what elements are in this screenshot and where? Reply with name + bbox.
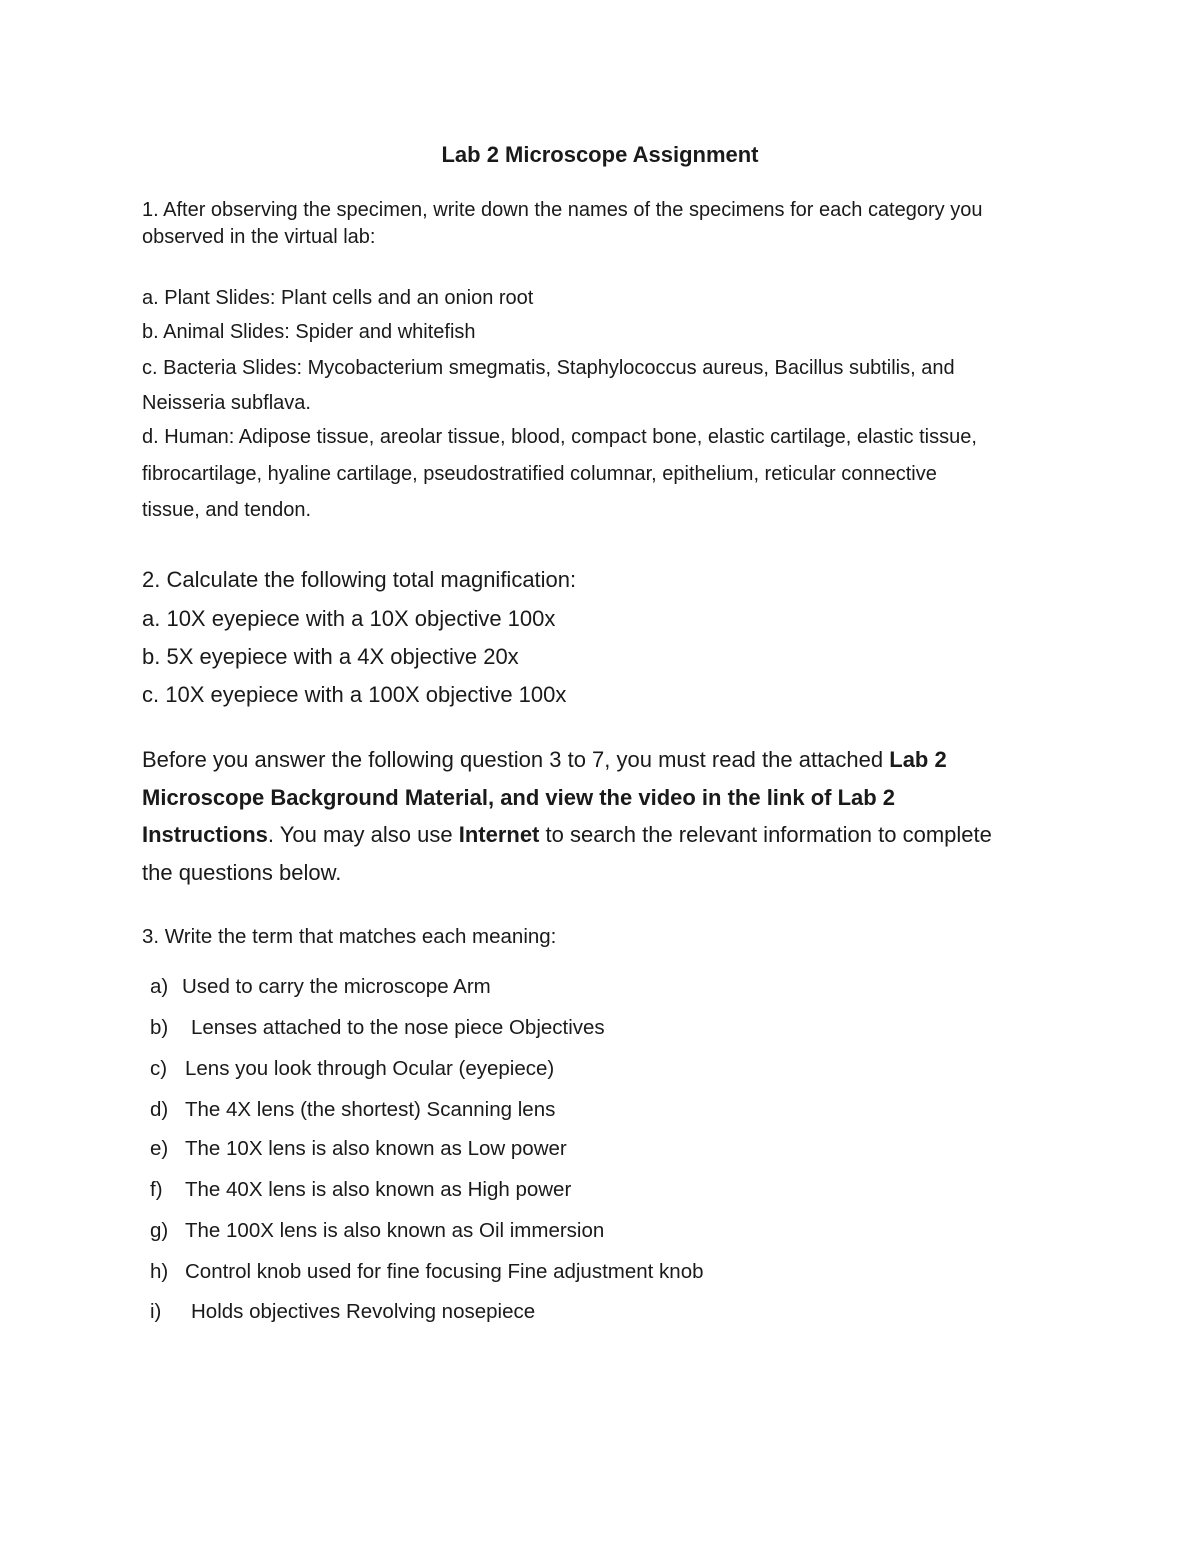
- q1-answer-a: a. Plant Slides: Plant cells and an onion root: [142, 287, 534, 309]
- q1-answer-d-line-3: tissue, and tendon.: [142, 499, 312, 521]
- instructions-line-4: the questions below.: [142, 860, 342, 885]
- q1-answer-c-line-2: Neisseria subflava.: [142, 392, 311, 414]
- q3-item-text: The 40X lens is also known as High power: [185, 1178, 572, 1201]
- instructions-text: . You may also use: [267, 822, 459, 847]
- q3-item-text: The 100X lens is also known as Oil immersion: [185, 1219, 605, 1242]
- q3-item: [150, 1098, 555, 1122]
- instructions-text: Before you answer the following question 3 to 7, you must read the attached: [142, 747, 890, 772]
- q1-answer-b: b. Animal Slides: Spider and whitefish: [142, 321, 476, 343]
- q3-item-marker: b): [150, 1016, 169, 1039]
- q3-item: [150, 1178, 571, 1202]
- q3-item-marker: g): [150, 1219, 169, 1242]
- q3-item-marker: f): [150, 1178, 163, 1201]
- instructions-bold-instructions: Instructions: [142, 822, 268, 847]
- q2-answer-b: b. 5X eyepiece with a 4X objective 20x: [142, 644, 519, 669]
- q3-item-text: Control knob used for fine focusing Fine adjustment knob: [185, 1260, 704, 1283]
- instructions-text: to search the relevant information to complete: [539, 822, 992, 847]
- q2-answer-a: a. 10X eyepiece with a 10X objective 100x: [142, 606, 556, 631]
- document-title: Lab 2 Microscope Assignment: [441, 142, 759, 167]
- instructions-line-3: [142, 822, 992, 848]
- q1-prompt-line-2: observed in the virtual lab:: [142, 226, 376, 248]
- q1-prompt-line-1: 1. After observing the specimen, write down the names of the specimens for each category you: [142, 199, 983, 221]
- q3-item-text: The 10X lens is also known as Low power: [185, 1137, 567, 1160]
- q3-item-marker: a): [150, 975, 169, 998]
- instructions-bold-material: Microscope Background Material, and view the video in the link of Lab 2: [142, 785, 896, 810]
- instructions-bold-internet: Internet: [458, 822, 540, 847]
- q2-answer-c: c. 10X eyepiece with a 100X objective 100x: [142, 682, 567, 707]
- q3-item-text: Used to carry the microscope Arm: [182, 975, 491, 998]
- q3-item-marker: d): [150, 1098, 169, 1121]
- q3-item-text: The 4X lens (the shortest) Scanning lens: [185, 1098, 556, 1121]
- q3-item: [150, 1219, 604, 1243]
- instructions-line-1: [142, 747, 947, 773]
- instructions-line-2: [142, 785, 895, 811]
- q3-item-marker: c): [150, 1057, 168, 1080]
- q1-answer-d-line-1: d. Human: Adipose tissue, areolar tissue, blood, compact bone, elastic cartilage, elastic tissue,: [142, 426, 977, 448]
- q3-item-text: Lens you look through Ocular (eyepiece): [185, 1057, 555, 1080]
- q3-item-marker: e): [150, 1137, 169, 1160]
- q3-item: [150, 1137, 567, 1161]
- q3-item: [150, 1260, 704, 1284]
- q3-item: [150, 975, 491, 999]
- q3-item-text: Holds objectives Revolving nosepiece: [191, 1300, 536, 1323]
- q3-item-marker: i): [150, 1300, 162, 1323]
- q3-item: [150, 1057, 554, 1081]
- q3-item: [150, 1016, 605, 1040]
- q3-item-text: Lenses attached to the nose piece Objectives: [191, 1016, 605, 1039]
- q1-answer-d-line-2: fibrocartilage, hyaline cartilage, pseudostratified columnar, epithelium, reticular connective: [142, 463, 937, 485]
- q2-prompt: 2. Calculate the following total magnification:: [142, 567, 577, 592]
- instructions-bold-lab2: Lab 2: [889, 747, 947, 772]
- q3-item: [150, 1300, 535, 1324]
- q3-item-marker: h): [150, 1260, 169, 1283]
- q1-answer-c-line-1: c. Bacteria Slides: Mycobacterium smegmatis, Staphylococcus aureus, Bacillus subtilis, and: [142, 357, 955, 379]
- q3-prompt: 3. Write the term that matches each meaning:: [142, 925, 557, 948]
